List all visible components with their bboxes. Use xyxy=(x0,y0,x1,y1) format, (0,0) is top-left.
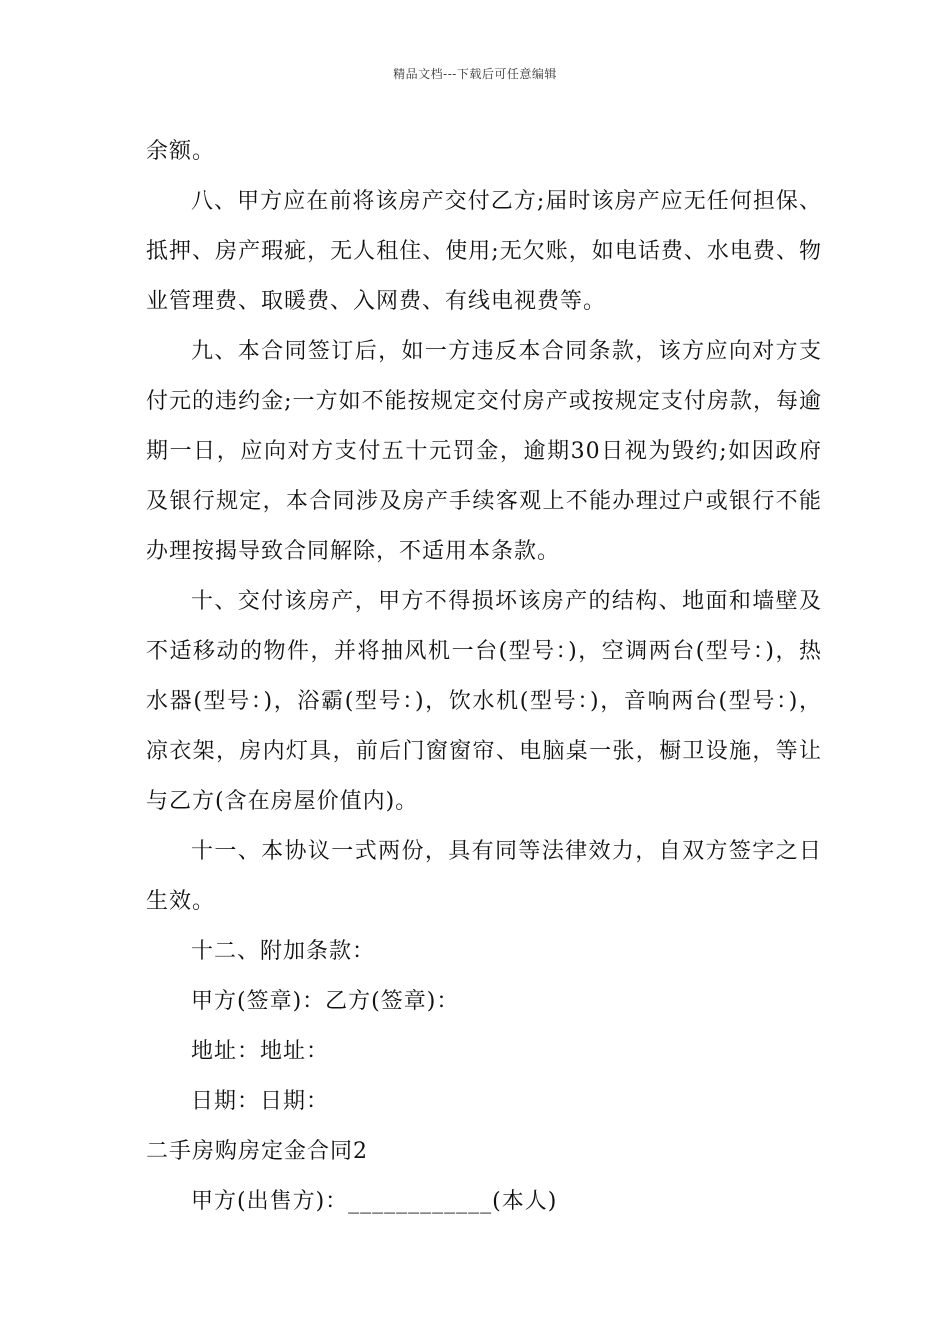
address-line: 地址：地址： xyxy=(191,1039,330,1064)
clause-9: 九、本合同签订后，如一方违反本合同条款，该方应向对方支付元的违约金;一方如不能按规定交付房产或按规定支付房款，每逾期一日，应向对方支付五十元罚金，逾期30日视为毁约;如因政府及银行规定，本合同涉及房产手续客观上不能办理过户或银行不能办理按揭导致合同解除，不适用本条款。 xyxy=(146,339,822,564)
party-a-seller-line: 甲方(出售方)：____________(本人) xyxy=(191,1189,558,1214)
clause-12: 十二、附加条款： xyxy=(191,939,376,964)
clause-8: 八、甲方应在前将该房产交付乙方;届时该房产应无任何担保、抵押、房产瑕疵，无人租住、使用;无欠账，如电话费、水电费、物业管理费、取暖费、入网费、有线电视费等。 xyxy=(146,189,822,314)
document-body xyxy=(146,127,822,1227)
clause-11: 十一、本协议一式两份，具有同等法律效力，自双方签字之日生效。 xyxy=(146,839,822,914)
clause-10: 十、交付该房产，甲方不得损坏该房产的结构、地面和墙壁及不适移动的物件，并将抽风机一台(型号：)，空调两台(型号：)，热水器(型号：)，浴霸(型号：)，饮水机(型号：)，音响两台(型号：)，凉衣架，房内灯具，前后门窗窗帘、电脑桌一张，橱卫设施，等让与乙方(含在房屋价值内)。 xyxy=(146,589,822,814)
date-line: 日期：日期： xyxy=(191,1089,330,1114)
signature-line: 甲方(签章)：乙方(签章)： xyxy=(191,989,460,1014)
paragraph-balance-end: 余额。 xyxy=(146,139,216,164)
contract-2-title: 二手房购房定金合同2 xyxy=(146,1139,368,1164)
page-header: 精品文档---下载后可任意编辑 xyxy=(393,67,557,81)
